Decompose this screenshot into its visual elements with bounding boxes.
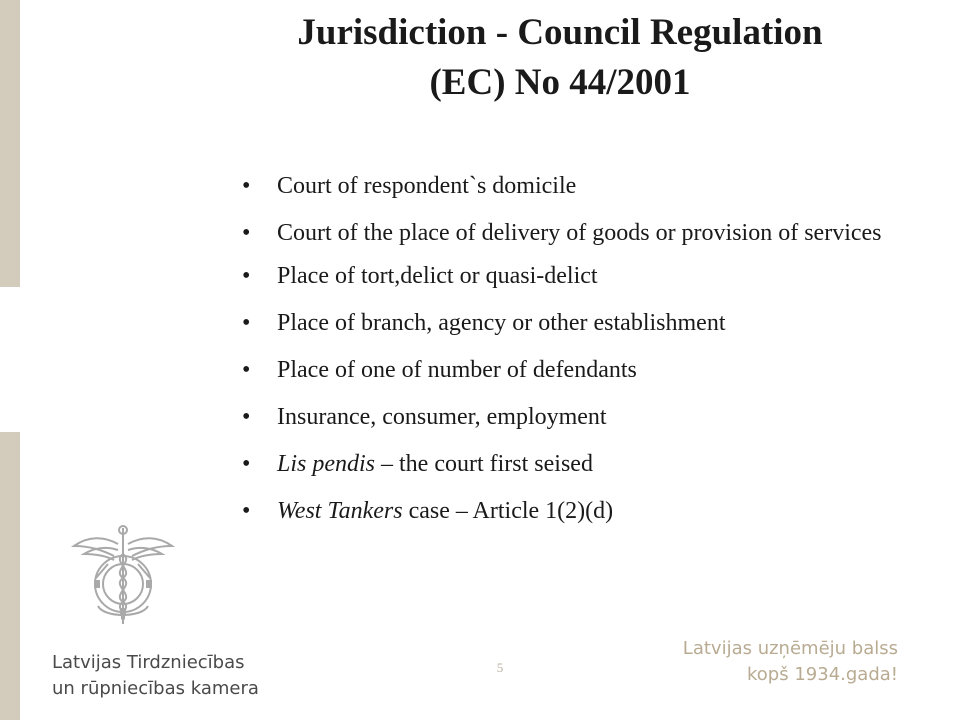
bullet-dot-icon: • — [242, 220, 251, 246]
bullet-dot-icon: • — [242, 498, 251, 524]
bullet-item: • Place of tort,delict or quasi-delict — [242, 263, 598, 289]
bullet-dot-icon: • — [242, 451, 251, 477]
side-accent-bar-bottom — [0, 432, 20, 720]
slogan: Latvijas uzņēmēju balss kopš 1934.gada! — [682, 638, 898, 685]
bullet-item: • Court of the place of delivery of goods or provision of services — [242, 220, 882, 246]
bullet-item: • Place of branch, agency or other establishment — [242, 310, 726, 336]
bullet-italic-term: West Tankers — [277, 498, 403, 524]
bullet-dot-icon: • — [242, 173, 251, 199]
title-line-1: Jurisdiction - Council Regulation — [297, 12, 823, 53]
page-number: 5 — [496, 660, 504, 675]
bullet-item: • Lis pendis – the court first seised — [242, 451, 593, 477]
bullet-dot-icon: • — [242, 310, 251, 336]
bullet-item: • Insurance, consumer, employment — [242, 404, 607, 430]
bullet-italic-term: Lis pendis — [277, 451, 376, 477]
bullet-item: • Place of one of number of defendants — [242, 357, 637, 383]
bullet-dot-icon: • — [242, 404, 251, 430]
chamber-of-commerce-emblem-icon — [68, 520, 178, 635]
slide-title — [230, 8, 890, 108]
title-line-2: (EC) No 44/2001 — [429, 62, 691, 103]
organization-name: Latvijas Tirdzniecības un rūpniecības kamera — [52, 652, 259, 699]
bullet-dot-icon: • — [242, 263, 251, 289]
bullet-item: • West Tankers case – Article 1(2)(d) — [242, 498, 614, 524]
bullet-list — [240, 172, 900, 544]
bullet-dot-icon: • — [242, 357, 251, 383]
bullet-item: • Court of respondent`s domicile — [242, 173, 577, 199]
side-accent-bar-top — [0, 0, 20, 287]
